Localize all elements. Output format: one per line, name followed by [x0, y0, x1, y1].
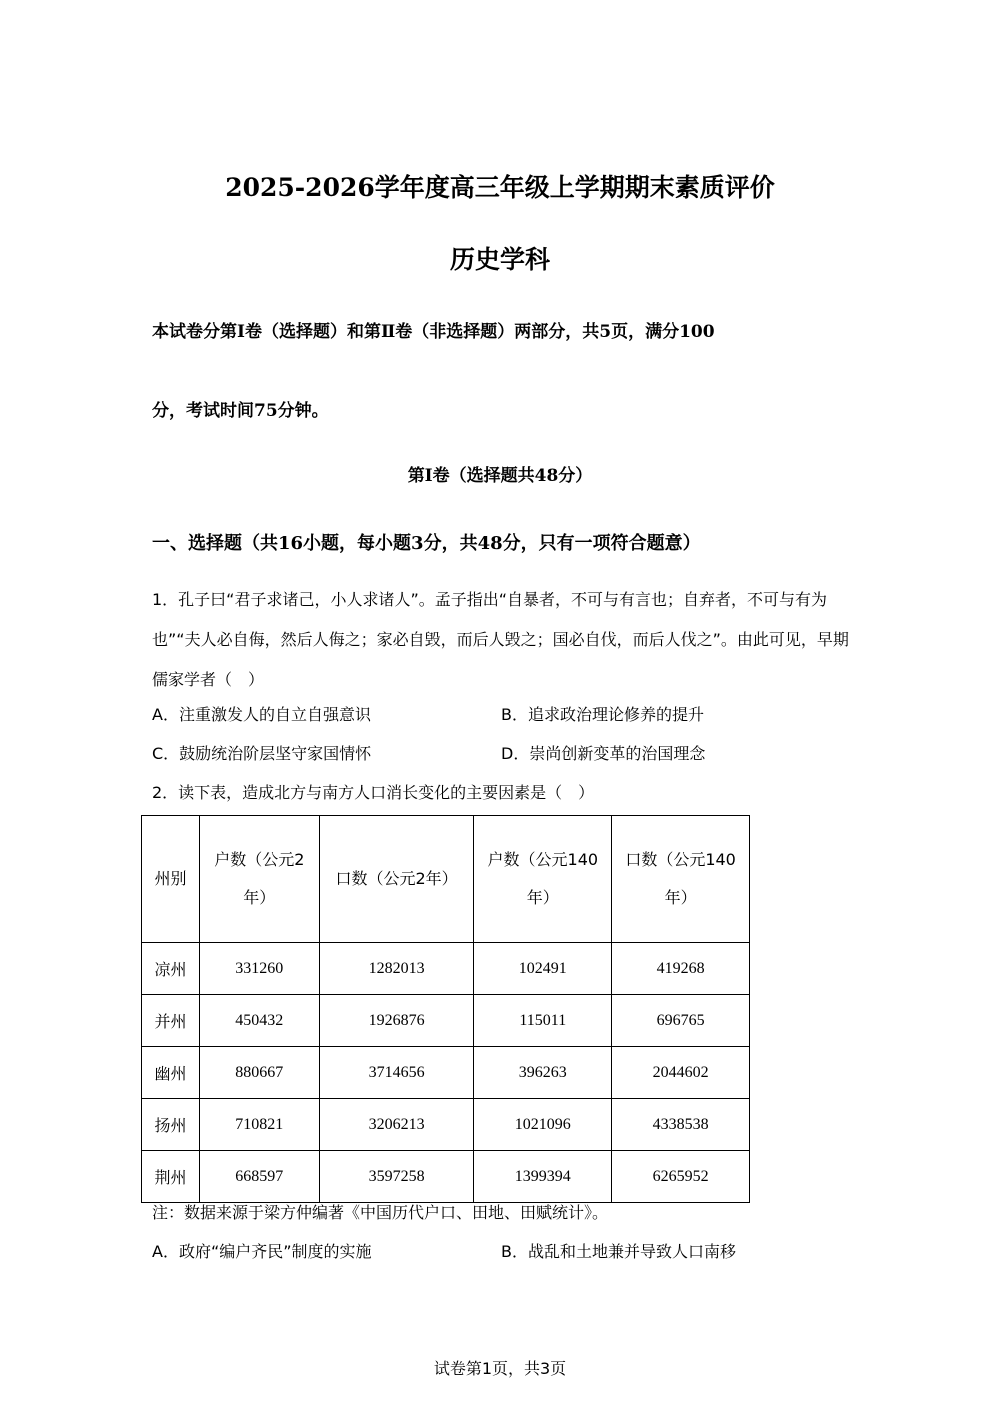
cell-value: 102491 — [474, 943, 612, 995]
cell-value: 331260 — [199, 943, 319, 995]
cell-value: 696765 — [612, 995, 750, 1047]
cell-value: 1399394 — [474, 1151, 612, 1203]
table-row — [142, 995, 750, 1047]
q1-option-c: C．鼓励统治阶层坚守家国情怀 — [152, 744, 372, 763]
page-footer: 试卷第1页，共3页 — [433, 1359, 567, 1378]
cell-value: 115011 — [474, 995, 612, 1047]
cell-value: 4338538 — [612, 1099, 750, 1151]
cell-region: 荆州 — [142, 1151, 200, 1203]
header-households-140: 户数（公元140年） — [474, 816, 612, 943]
table-row — [142, 1099, 750, 1151]
header-population-2: 口数（公元2年） — [319, 816, 474, 943]
cell-value: 880667 — [199, 1047, 319, 1099]
cell-region: 幽州 — [142, 1047, 200, 1099]
q2-option-b: B．战乱和土地兼并导致人口南移 — [501, 1242, 736, 1261]
table-row — [142, 1151, 750, 1203]
table-header-row — [142, 816, 750, 943]
cell-value: 1021096 — [474, 1099, 612, 1151]
cell-value: 1926876 — [319, 995, 474, 1047]
table-row — [142, 1047, 750, 1099]
cell-value: 1282013 — [319, 943, 474, 995]
cell-value: 6265952 — [612, 1151, 750, 1203]
intro-line-1: 本试卷分第Ⅰ卷（选择题）和第Ⅱ卷（非选择题）两部分，共5页，满分100 — [152, 322, 715, 342]
cell-region: 并州 — [142, 995, 200, 1047]
q1-option-b: B．追求政治理论修养的提升 — [501, 705, 704, 724]
question-2-stem: 2．读下表，造成北方与南方人口消长变化的主要因素是（ ） — [152, 783, 595, 802]
cell-value: 419268 — [612, 943, 750, 995]
cell-value: 2044602 — [612, 1047, 750, 1099]
cell-value: 3597258 — [319, 1151, 474, 1203]
table-row — [142, 943, 750, 995]
q1-option-a: A．注重激发人的自立自强意识 — [152, 705, 371, 724]
section-title: 第Ⅰ卷（选择题共48分） — [407, 466, 593, 486]
cell-value: 710821 — [199, 1099, 319, 1151]
header-households-2: 户数（公元2年） — [199, 816, 319, 943]
table-note: 注：数据来源于梁方仲编著《中国历代户口、田地、田赋统计》。 — [152, 1203, 609, 1222]
population-table — [141, 815, 750, 1203]
subject-title: 历史学科 — [449, 245, 550, 274]
cell-region: 凉州 — [142, 943, 200, 995]
q1-option-d: D．崇尚创新变革的治国理念 — [501, 744, 706, 763]
cell-region: 扬州 — [142, 1099, 200, 1151]
header-region: 州别 — [142, 816, 200, 943]
header-population-140: 口数（公元140年） — [612, 816, 750, 943]
cell-value: 450432 — [199, 995, 319, 1047]
cell-value: 396263 — [474, 1047, 612, 1099]
cell-value: 3206213 — [319, 1099, 474, 1151]
part-heading: 一、选择题（共16小题，每小题3分，共48分，只有一项符合题意） — [152, 533, 701, 554]
intro-line-2: 分，考试时间75分钟。 — [152, 401, 329, 421]
q2-option-a: A．政府“编户齐民”制度的实施 — [152, 1242, 372, 1261]
cell-value: 3714656 — [319, 1047, 474, 1099]
cell-value: 668597 — [199, 1151, 319, 1203]
exam-title: 2025-2026学年度高三年级上学期期末素质评价 — [225, 173, 775, 202]
question-1-stem: 1．孔子曰“君子求诸己，小人求诸人”。孟子指出“自暴者，不可与有言也；自弃者，不可与有为也”“夫人必自侮，然后人侮之；家必自毁，而后人毁之；国必自伐，而后人伐之”。由此可见，早期儒家学者（ ） — [152, 590, 849, 689]
